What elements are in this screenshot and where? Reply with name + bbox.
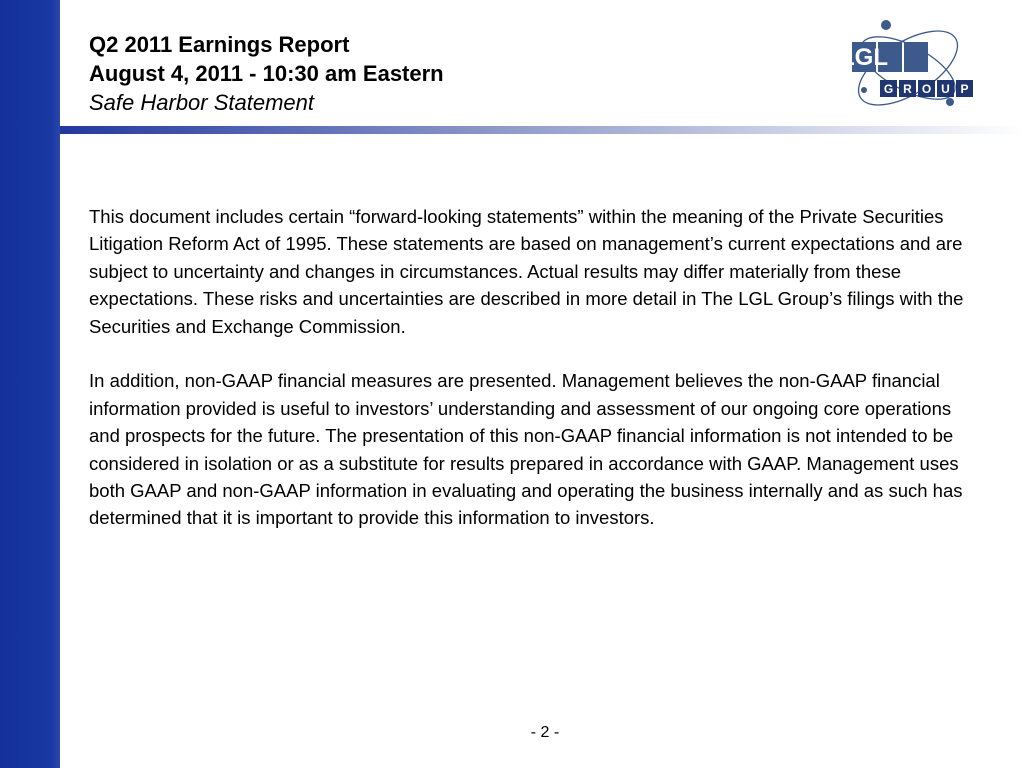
logo-group-letter: G bbox=[883, 82, 894, 96]
header-divider-rule bbox=[60, 126, 1024, 134]
page-number: - 2 - bbox=[530, 724, 560, 741]
section-subtitle: Safe Harbor Statement bbox=[89, 90, 315, 115]
non-gaap-paragraph: In addition, non-GAAP financial measures are presented. Management believes the non-GAAP financial information provided is useful to investors’ understanding and assessment of our ongoing core operations and prospects for the future. The presentation of this non-GAAP financial information is not intended to be considered in isolation or as a substitute for results prepared in accordance with GAAP. Management uses both GAAP and non-GAAP information in evaluating and operating the business internally and as such has determined that it is important to provide this information to investors. bbox=[89, 370, 963, 529]
logo-letter: LGL bbox=[840, 44, 888, 71]
logo-group-letter: O bbox=[921, 82, 932, 96]
logo-group-letter: R bbox=[903, 82, 912, 96]
slide-title-block bbox=[89, 30, 444, 117]
report-title: Q2 2011 Earnings Report bbox=[89, 32, 350, 57]
report-date-time: August 4, 2011 - 10:30 am Eastern bbox=[89, 61, 444, 86]
left-accent-bar bbox=[0, 0, 60, 768]
logo-group-letter: U bbox=[941, 82, 950, 96]
logo-group-letter: P bbox=[960, 82, 969, 96]
safe-harbor-body bbox=[89, 203, 979, 559]
lgl-group-logo bbox=[840, 18, 974, 118]
forward-looking-paragraph: This document includes certain “forward-looking statements” within the meaning of the Private Securities Litigation Reform Act of 1995. These statements are based on management’s current expectations and are subject to uncertainty and changes in circumstances. Actual results may differ materially from these expectations. These risks and uncertainties are described in more detail in The LGL Group’s filings with the Securities and Exchange Commission. bbox=[89, 206, 964, 337]
